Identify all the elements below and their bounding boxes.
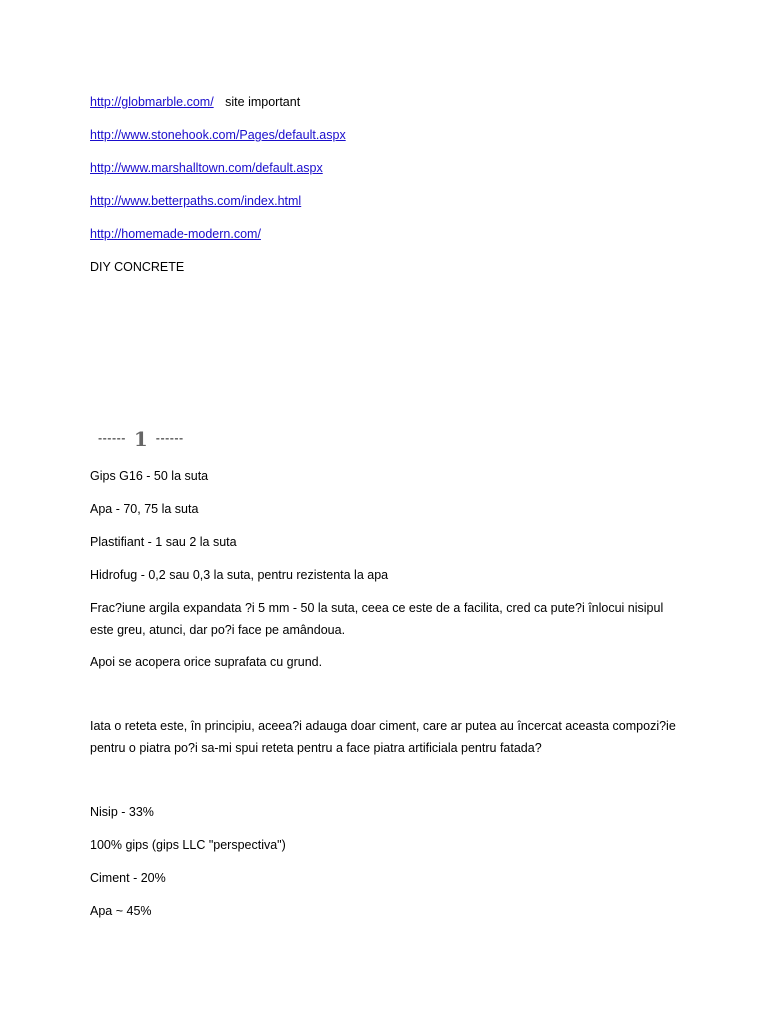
- section-heading: DIY CONCRETE: [90, 260, 185, 274]
- link-row-globmarble: [90, 94, 300, 110]
- link-stonehook[interactable]: http://www.stonehook.com/Pages/default.aspx: [90, 128, 346, 142]
- recipe2-line: Apa ~ 45%: [90, 904, 152, 918]
- recipe2-line: 100% gips (gips LLC "perspectiva"): [90, 838, 286, 852]
- recipe2-line: Nisip - 33%: [90, 805, 154, 819]
- link-row-stonehook: [90, 127, 346, 143]
- separator-number: 1: [133, 427, 148, 451]
- link-betterpaths[interactable]: http://www.betterpaths.com/index.html: [90, 194, 302, 208]
- link-row-marshalltown: [90, 160, 323, 176]
- recipe2-line: Ciment - 20%: [90, 871, 166, 885]
- link-row-homemade-modern: [90, 226, 261, 242]
- link-homemade-modern[interactable]: http://homemade-modern.com/: [90, 227, 261, 241]
- link-marshalltown[interactable]: http://www.marshalltown.com/default.aspx: [90, 161, 323, 175]
- link-note: site important: [225, 95, 301, 109]
- recipe1-line: Plastifiant - 1 sau 2 la suta: [90, 535, 237, 549]
- recipe1-line: Apa - 70, 75 la suta: [90, 502, 199, 516]
- question-paragraph: Iata o reteta este, în principiu, aceea?i adauga doar ciment, care ar putea au încercat aceasta compozi?ie pentru o piatra po?i sa-mi spui reteta pentru a face piatra artificiala pentru fatada?: [90, 719, 676, 755]
- recipe1-paragraph: Frac?iune argila expandata ?i 5 mm - 50 la suta, ceea ce este de a facilita, cred ca pute?i înlocui nisipul este greu, atunci, dar po?i face pe amândoua.: [90, 601, 664, 637]
- section-separator: [98, 427, 184, 451]
- separator-dots-left: ------: [98, 433, 126, 445]
- recipe1-line: Hidrofug - 0,2 sau 0,3 la suta, pentru rezistenta la apa: [90, 568, 389, 582]
- link-globmarble[interactable]: http://globmarble.com/: [90, 95, 214, 109]
- recipe1-line: Gips G16 - 50 la suta: [90, 469, 209, 483]
- link-row-betterpaths: [90, 193, 301, 209]
- recipe1-line: Apoi se acopera orice suprafata cu grund.: [90, 655, 323, 669]
- separator-dots-right: ------: [155, 433, 184, 445]
